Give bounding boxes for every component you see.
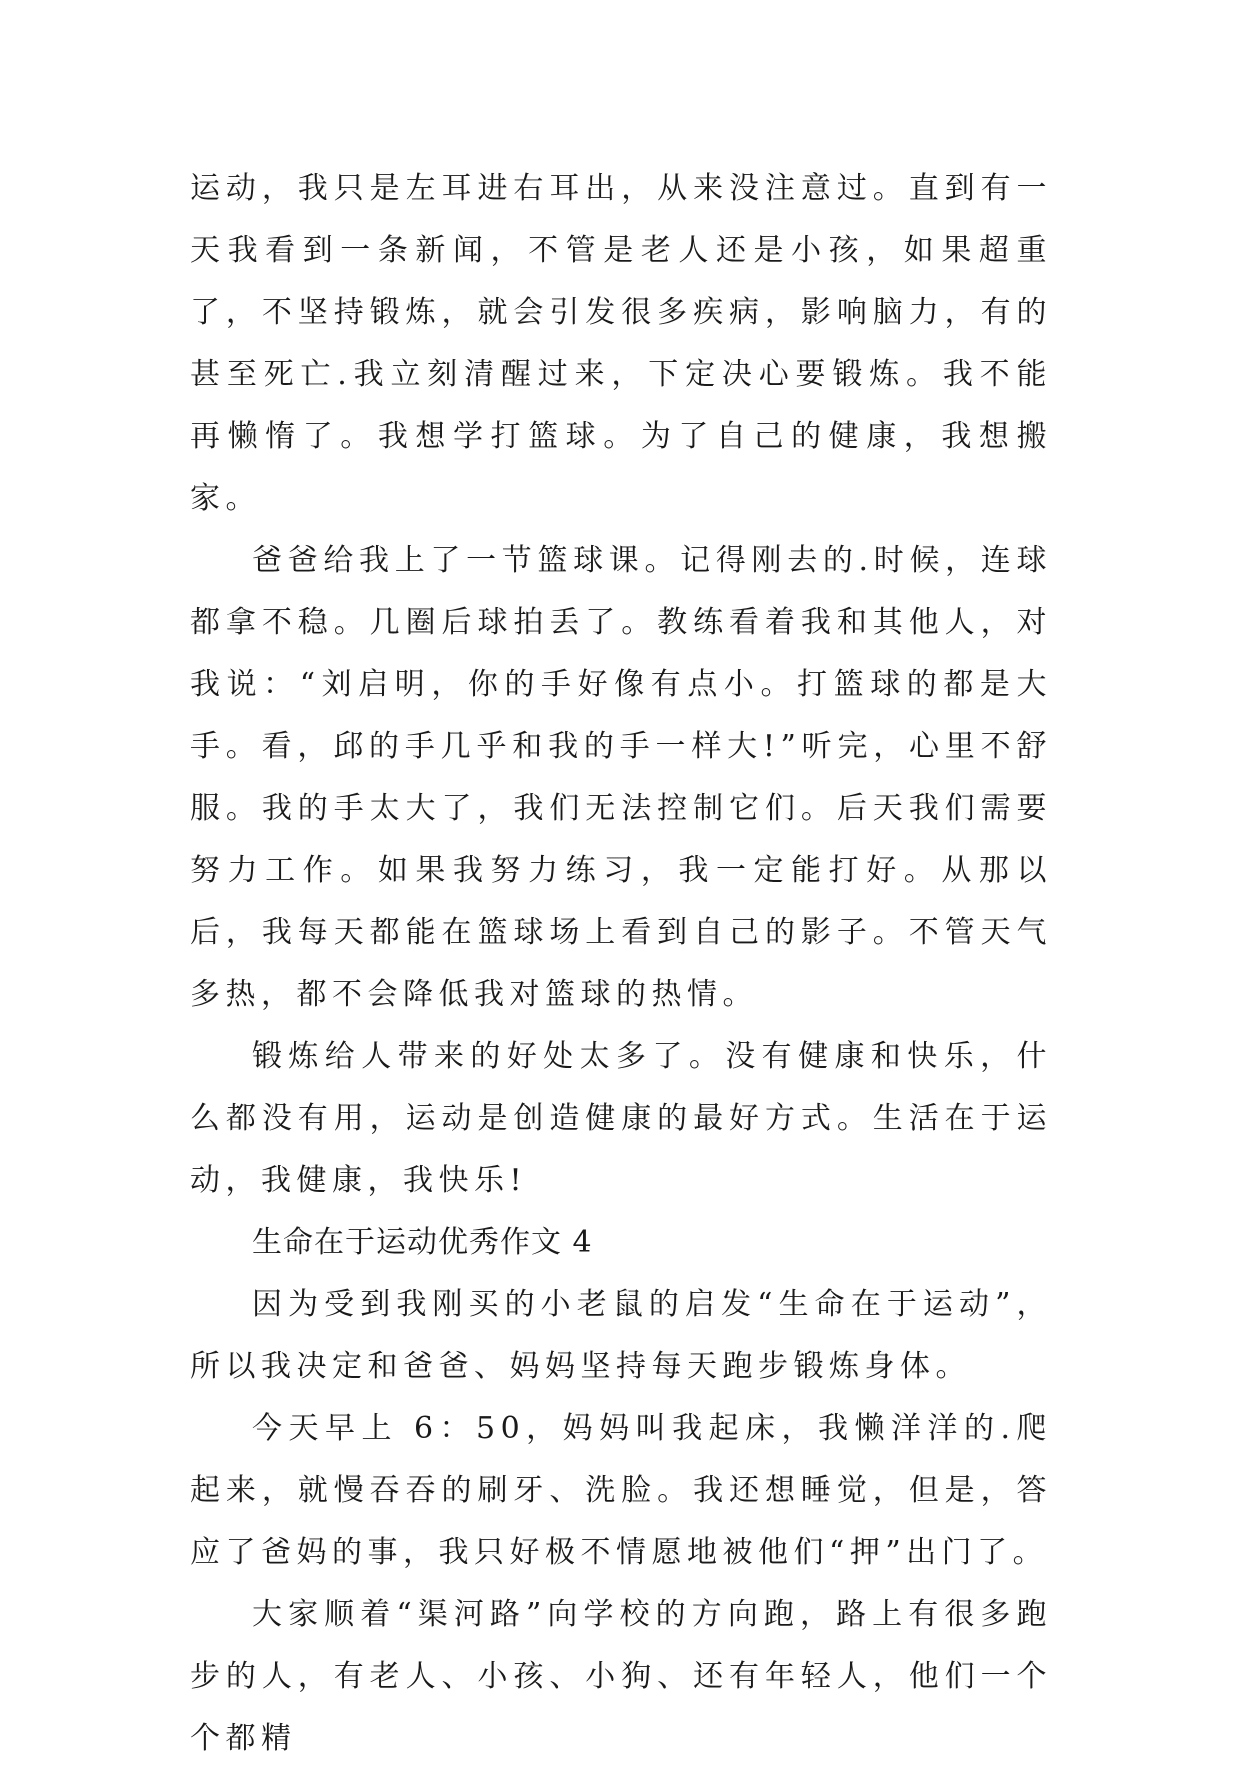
paragraph-4: 因为受到我刚买的小老鼠的启发“生命在于运动”，所以我决定和爸爸、妈妈坚持每天跑步锻炼身体。 <box>190 1287 1052 1384</box>
document-body <box>190 158 1052 1770</box>
paragraph-3: 锻炼给人带来的好处太多了。没有健康和快乐，什么都没有用，运动是创造健康的最好方式。生活在于运动，我健康，我快乐! <box>190 1039 1052 1198</box>
paragraph-1: 运动，我只是左耳进右耳出，从来没注意过。直到有一天我看到一条新闻，不管是老人还是小孩，如果超重了，不坚持锻炼，就会引发很多疾病，影响脑力，有的甚至死亡.我立刻清醒过来，下定决心要锻炼。我不能再懒惰了。我想学打篮球。为了自己的健康，我想搬家。 <box>190 171 1052 516</box>
paragraph-2: 爸爸给我上了一节篮球课。记得刚去的.时候，连球都拿不稳。几圈后球拍丢了。教练看着我和其他人，对我说：“刘启明，你的手好像有点小。打篮球的都是大手。看，邱的手几乎和我的手一样大!”听完，心里不舒服。我的手太大了，我们无法控制它们。后天我们需要努力工作。如果我努力练习，我一定能打好。从那以后，我每天都能在篮球场上看到自己的影子。不管天气多热，都不会降低我对篮球的热情。 <box>190 543 1052 1012</box>
paragraph-6: 大家顺着“渠河路”向学校的方向跑，路上有很多跑步的人，有老人、小孩、小狗、还有年轻人，他们一个个都精 <box>190 1597 1052 1756</box>
paragraph-5: 今天早上 6：50，妈妈叫我起床，我懒洋洋的.爬起来，就慢吞吞的刷牙、洗脸。我还想睡觉，但是，答应了爸妈的事，我只好极不情愿地被他们“押”出门了。 <box>190 1411 1052 1570</box>
section-heading: 生命在于运动优秀作文 4 <box>252 1225 593 1260</box>
